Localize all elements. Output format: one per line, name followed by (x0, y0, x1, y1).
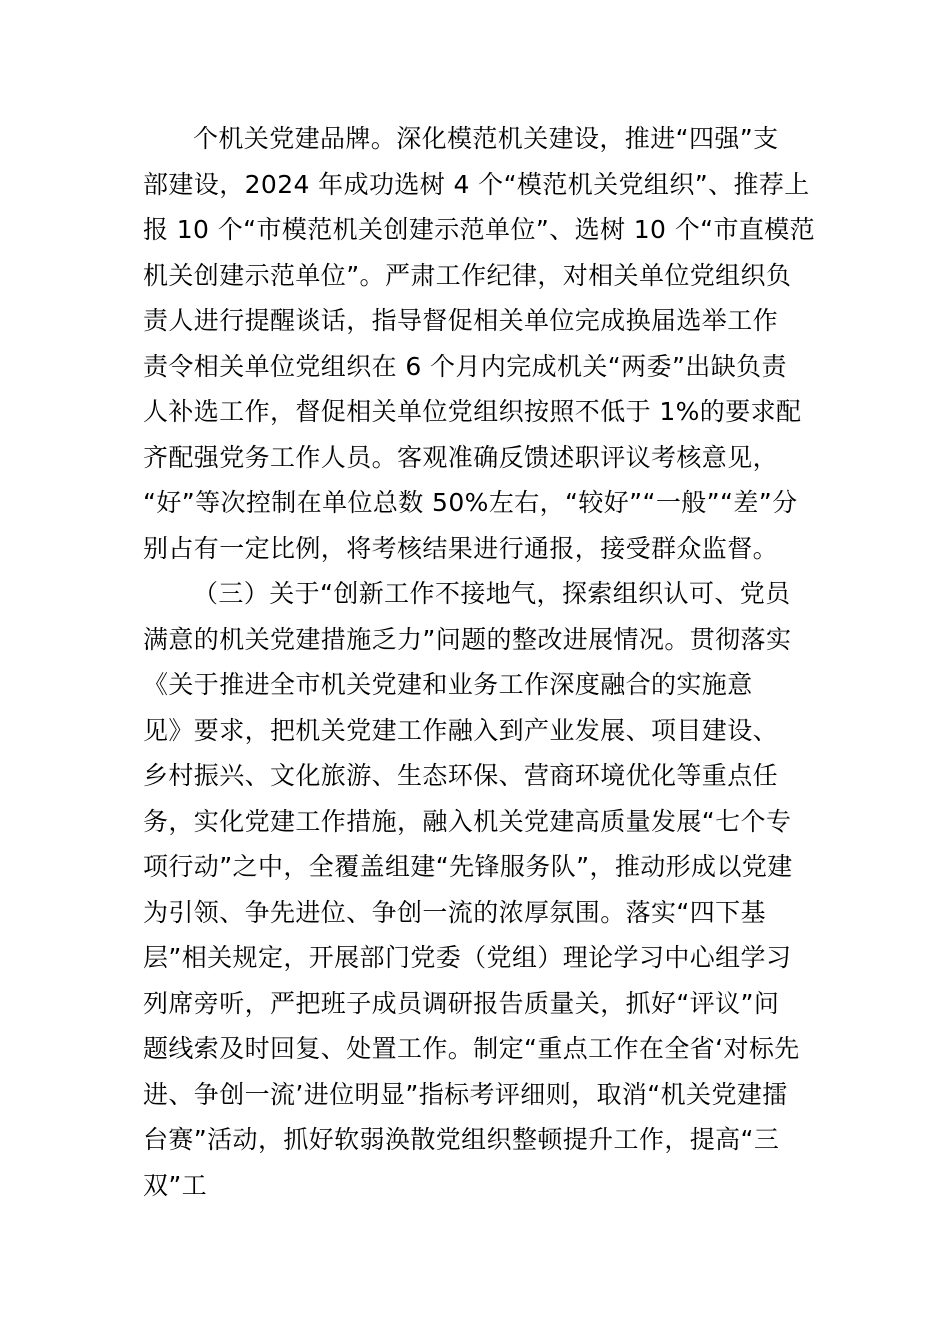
text-line: 双”工 (143, 1170, 208, 1200)
text-line: 人补选工作，督促相关单位党组织按照不低于 1%的要求配 (143, 397, 802, 426)
section-heading-line: （三）关于“创新工作不接地气，探索组织认可、党员 (193, 579, 791, 608)
text-line: 齐配强党务工作人员。客观准确反馈述职评议考核意见， (143, 442, 779, 472)
text-line: “好”等次控制在单位总数 50%左右，“较好”“一般”“差”分 (143, 488, 798, 517)
text-line: 为引领、争先进位、争创一流的浓厚氛围。落实“四下基 (143, 897, 766, 927)
text-line: 报 10 个“市模范机关创建示范单位”、选树 10 个“市直模范 (143, 215, 816, 244)
text-line: 部建设，2024 年成功选树 4 个“模范机关党组织”、推荐上 (143, 169, 810, 199)
text-line: 项行动”之中，全覆盖组建“先锋服务队”，推动形成以党建 (143, 852, 793, 881)
text-line: 个机关党建品牌。深化模范机关建设，推进“四强”支 (193, 124, 779, 153)
text-line: 台赛”活动，抓好软弱涣散党组织整顿提升工作，提高“三 (143, 1125, 780, 1154)
text-line: 列席旁听，严把班子成员调研报告质量关，抓好“评议”问 (143, 988, 780, 1018)
text-line: 层”相关规定，开展部门党委（党组）理论学习中心组学习 (143, 943, 792, 972)
text-line: 责人进行提醒谈话，指导督促相关单位完成换届选举工作 (143, 306, 779, 335)
text-line: 务，实化党建工作措施，融入机关党建高质量发展“七个专 (143, 806, 792, 836)
text-line: 题线索及时回复、处置工作。制定“重点工作在全省‘对标先 (143, 1034, 800, 1063)
text-line: 责令相关单位党组织在 6 个月内完成机关“两委”出缺负责 (143, 351, 787, 381)
text-line: 机关创建示范单位”。严肃工作纪律，对相关单位党组织负 (143, 260, 792, 290)
body-text (143, 116, 816, 1208)
text-line: 《关于推进全市机关党建和业务工作深度融合的实施意 (143, 670, 753, 699)
text-line: 进、争创一流’进位明显”指标考评细则，取消“机关党建擂 (143, 1079, 788, 1109)
text-line: 满意的机关党建措施乏力”问题的整改进展情况。贯彻落实 (143, 624, 792, 654)
text-line: 别占有一定比例，将考核结果进行通报，接受群众监督。 (143, 533, 779, 563)
text-line: 见》要求，把机关党建工作融入到产业发展、项目建设、 (143, 715, 779, 745)
text-line: 乡村振兴、文化旅游、生态环保、营商环境优化等重点任 (143, 761, 779, 790)
